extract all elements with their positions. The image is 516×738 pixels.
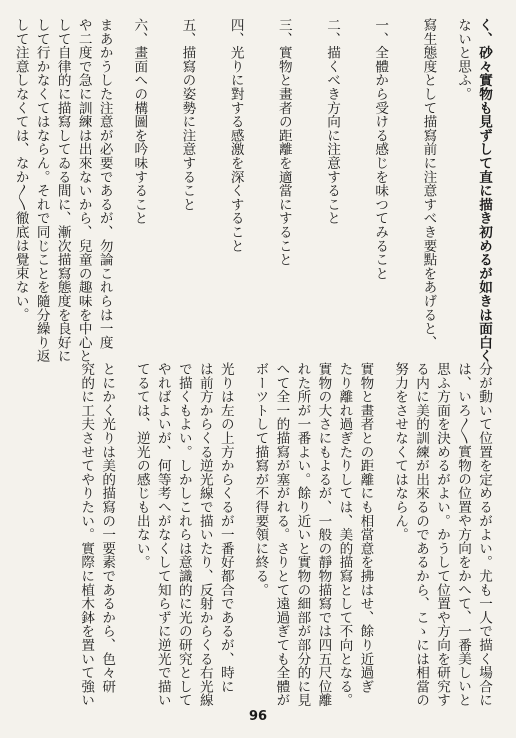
text-column: とにかく光りは美的描寫の一要素であるから、色々研: [99, 362, 116, 694]
text-column: 寫生態度として描寫前に注意すべき要點をあげると、: [420, 18, 437, 350]
text-column: 一、全體から受ける感じを味つてみること: [372, 18, 389, 281]
page-number: 96: [248, 709, 268, 724]
text-column: [0, 18, 10, 340]
text-column: まあかうした注意が必要であるが、勿論これらは一度: [96, 18, 113, 350]
text-column: 思ふ方面を決めるがよい。かうして位置や方向を研究す: [434, 362, 450, 707]
text-column: 實物の大さにもよるが、一般の靜物描寫では四五尺位離: [315, 362, 332, 707]
text-column: たり離れ過ぎたりしては、美的描寫として不向となる。: [336, 362, 353, 707]
lower-text-block: [16, 362, 494, 707]
text-column: やればよいが、何等考へがなくして知らずに逆光で描い: [154, 362, 171, 707]
text-column: 四、光りに對する感激を深くすること: [227, 18, 244, 253]
text-column: は、いろ〳〵實物の位置や方向をかへて、一番美しいと: [455, 362, 471, 707]
text-column: 三、實物と畫者の距離を適當にすること: [275, 18, 292, 267]
text-column: 光りは左の上方からくるが一番好都合であるが、時に: [217, 362, 234, 694]
text-column: 二、描くべき方向に注意すること: [324, 18, 341, 225]
text-column: てるては、逆光の感じも出ない。: [133, 362, 150, 569]
text-column: して注意しなくては、なか〳〵徹底は覺束ない。: [12, 18, 29, 322]
text-column: して自律的に描寫してゐる間に、漸次描寫態度を良好に: [54, 18, 71, 363]
text-column: る内に美的訓練が出來るのであるから、こゝには相當の: [413, 362, 429, 707]
text-column: く、砂々實物も見ずして直に描き初めるが如きは面白く: [476, 18, 492, 363]
text-column: は前方からくる逆光線で描いたり、反射からくる右光線: [196, 362, 213, 707]
text-column: や二度で急に訓練は出來ないから、兒童の趣味を中心と: [75, 18, 92, 363]
text-column: 五、描寫の姿勢に注意すること: [179, 18, 196, 212]
text-column: ないと思ふ。: [455, 18, 471, 101]
text-column: ボーツトして描寫が不得要領に終る。: [252, 362, 269, 597]
text-column: して行かなくてはならん。それで同じことを隨分繰り返: [33, 18, 50, 363]
text-column: 六、畫面への構圖を吟味すること: [131, 18, 148, 225]
text-column: 實物と畫者との距離にも相當意を拂はせ、餘り近過ぎ: [357, 362, 374, 694]
text-column: 究的に工夫させてやりたい。實際に植木鉢を置いて強い: [78, 362, 95, 707]
text-column: で描くもよい。しかしこれらは意識的に光の研究として: [175, 362, 192, 707]
upper-text-block: [12, 18, 494, 363]
text-column: れた所が一番よい。餘り近いと實物の細部が部分的に見: [294, 362, 311, 707]
text-column: 努力をさせなくてはならん。: [392, 362, 408, 542]
text-column: 分が動いて位置を定めるがよい。尤も一人で描く場合に: [476, 362, 492, 707]
text-column: へて全一的描寫が塞がれる。さりとて遠過ぎても全體が: [273, 362, 290, 707]
